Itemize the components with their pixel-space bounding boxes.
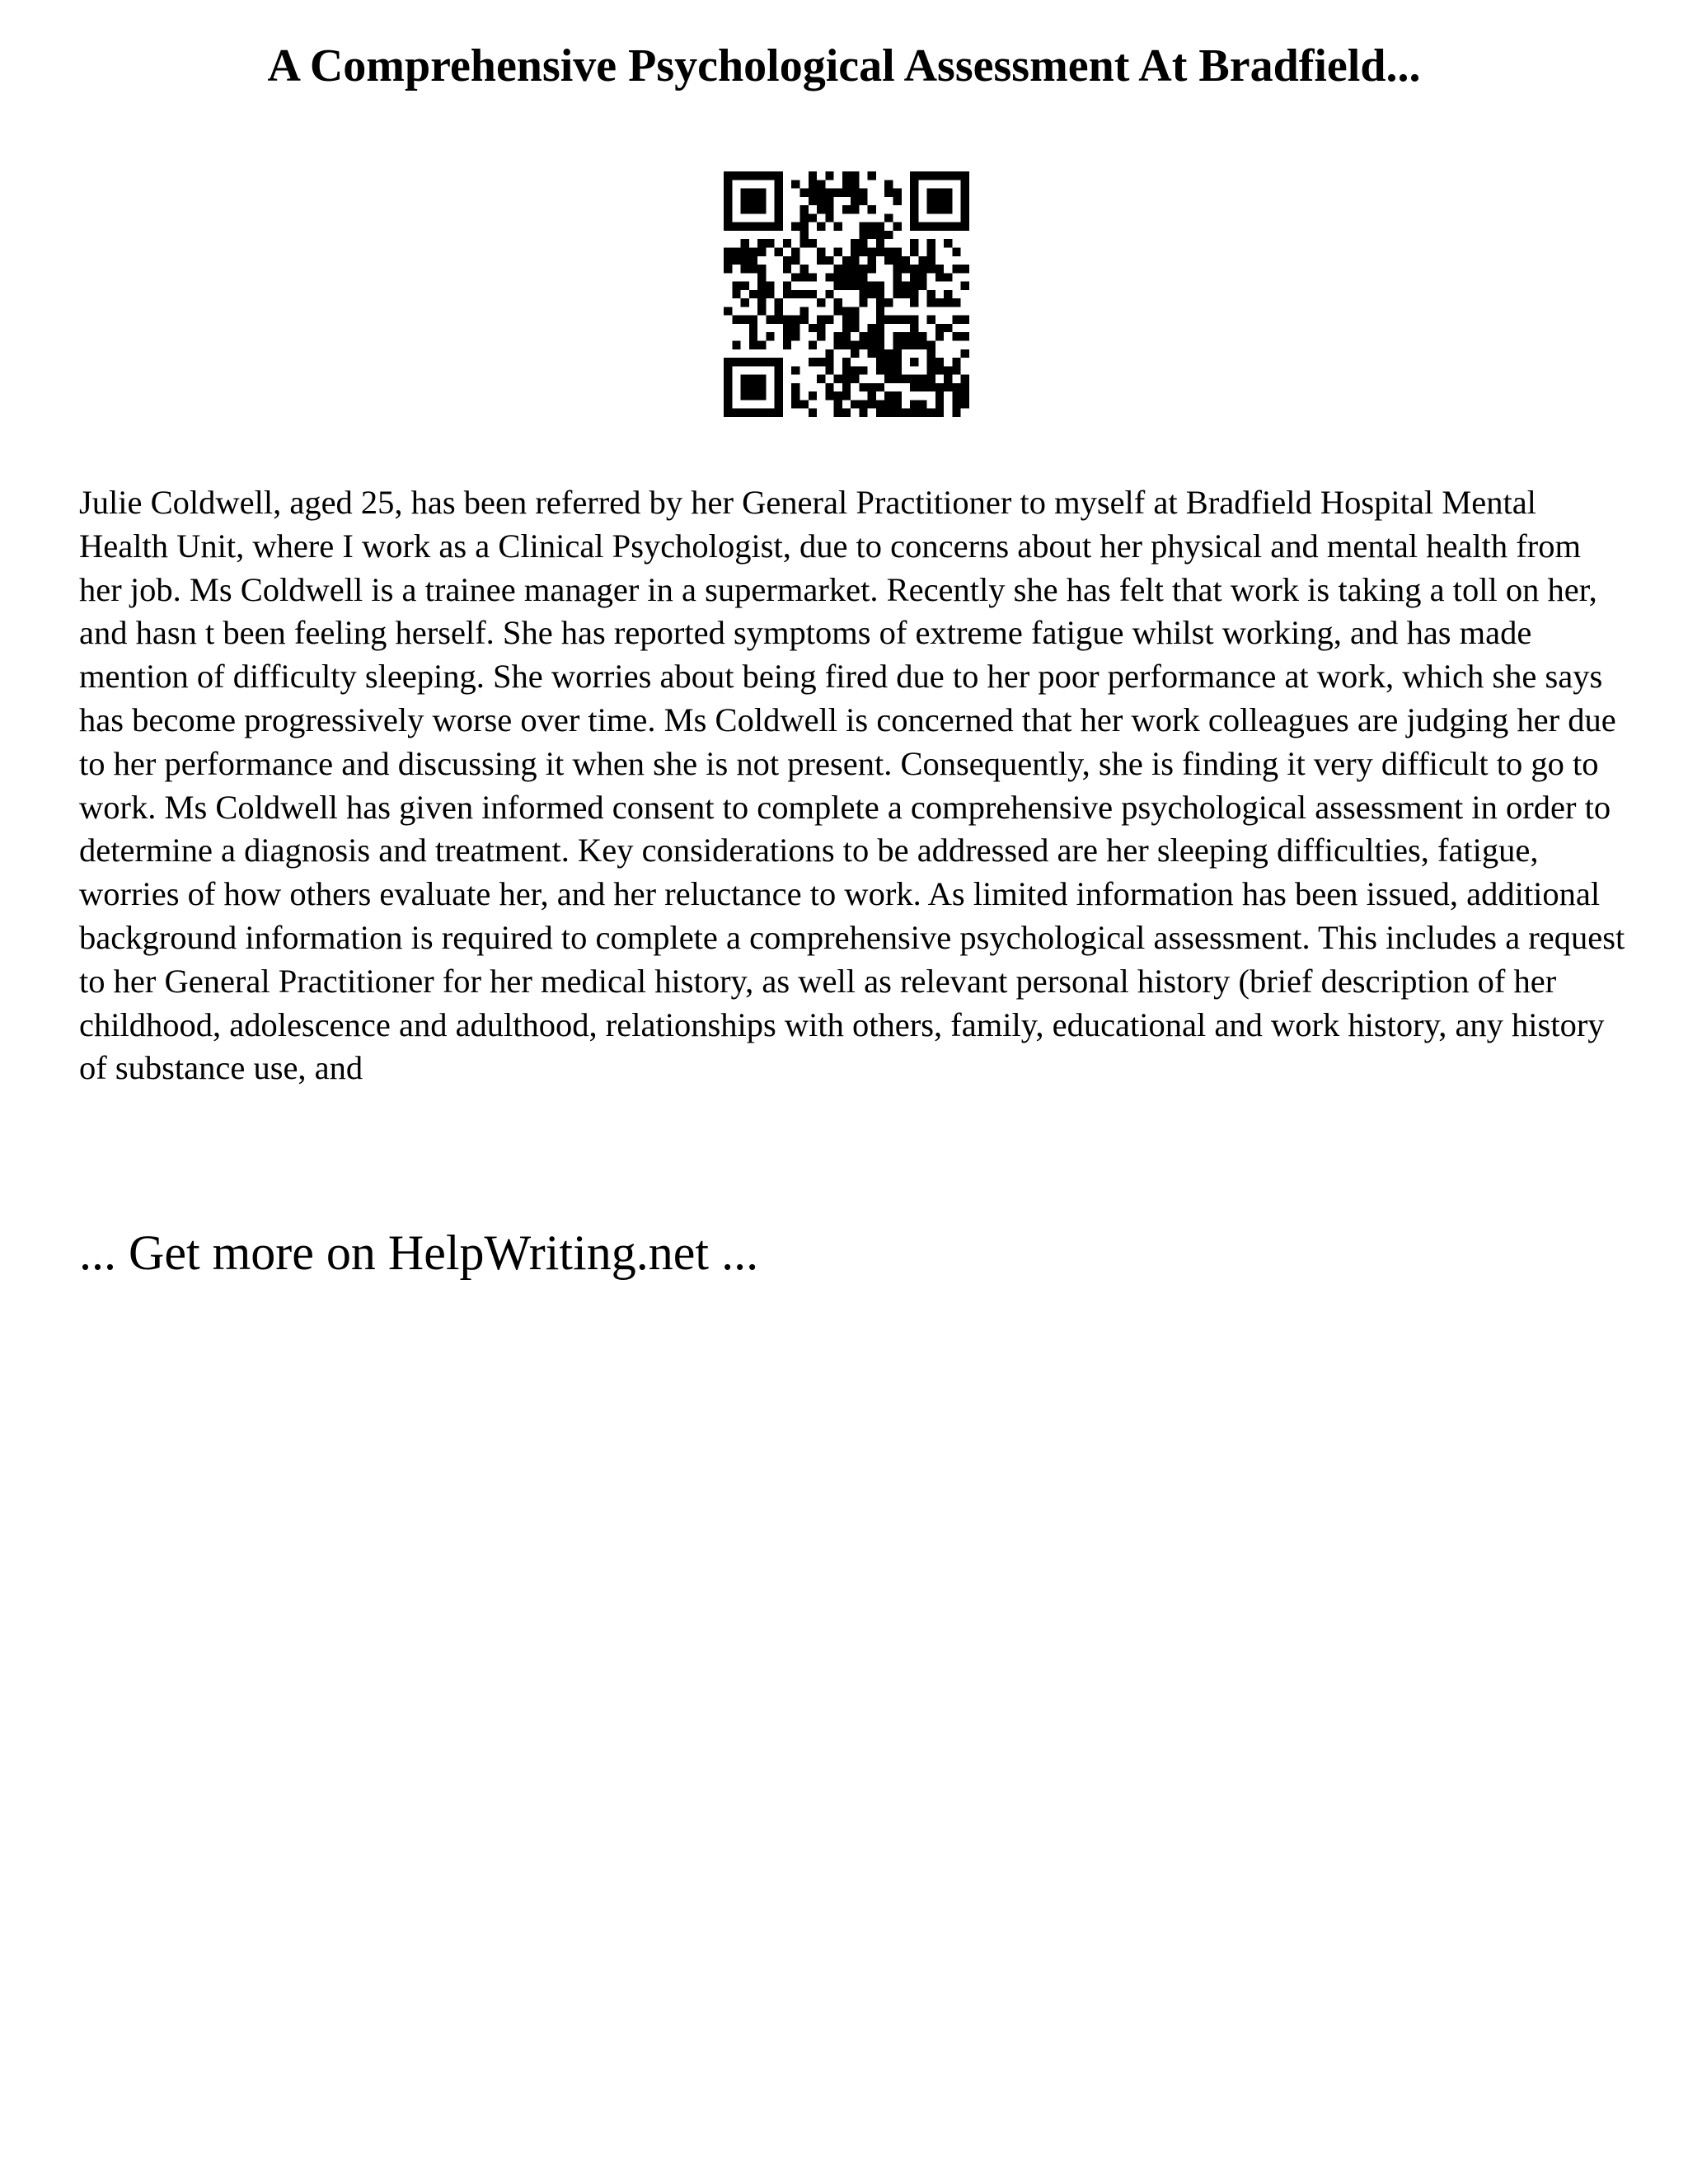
body-paragraph: Julie Coldwell, aged 25, has been referred by her General Practitioner to myself at Bradfield Hospital Mental Health Unit, where I work as a Clinical Psychologist, due to concerns about her physical and mental health from her job. Ms Coldwell is a trainee manager in a supermarket. Recently she has felt that work is taking a toll on her, and hasn t been feeling herself. She has reported symptoms of extreme fatigue whilst working, and has made mention of difficulty sleeping. She worries about being fired due to her poor performance at work, which she says has become progressively worse over time. Ms Coldwell is concerned that her work colleagues are judging her due to her performance and discussing it when she is not present. Consequently, she is finding it very difficult to go to work. Ms Coldwell has given informed consent to complete a comprehensive psychological assessment in order to determine a diagnosis and treatment. Key considerations to be addressed are her sleeping difficulties, fatigue, worries of how others evaluate her, and her reluctance to work. As limited information has been issued, additional background information is required to complete a comprehensive psychological assessment. This includes a request to her General Practitioner for her medical history, as well as relevant personal history (brief description of her childhood, adolescence and adulthood, relationships with others, family, educational and work history, any history of substance use, and	[79, 484, 1625, 1087]
get-more-link[interactable]: ... Get more on HelpWriting.net ...	[79, 1226, 759, 1280]
document-title: A Comprehensive Psychological Assessment At Bradfield...	[267, 40, 1421, 91]
qr-code-icon	[724, 171, 969, 417]
